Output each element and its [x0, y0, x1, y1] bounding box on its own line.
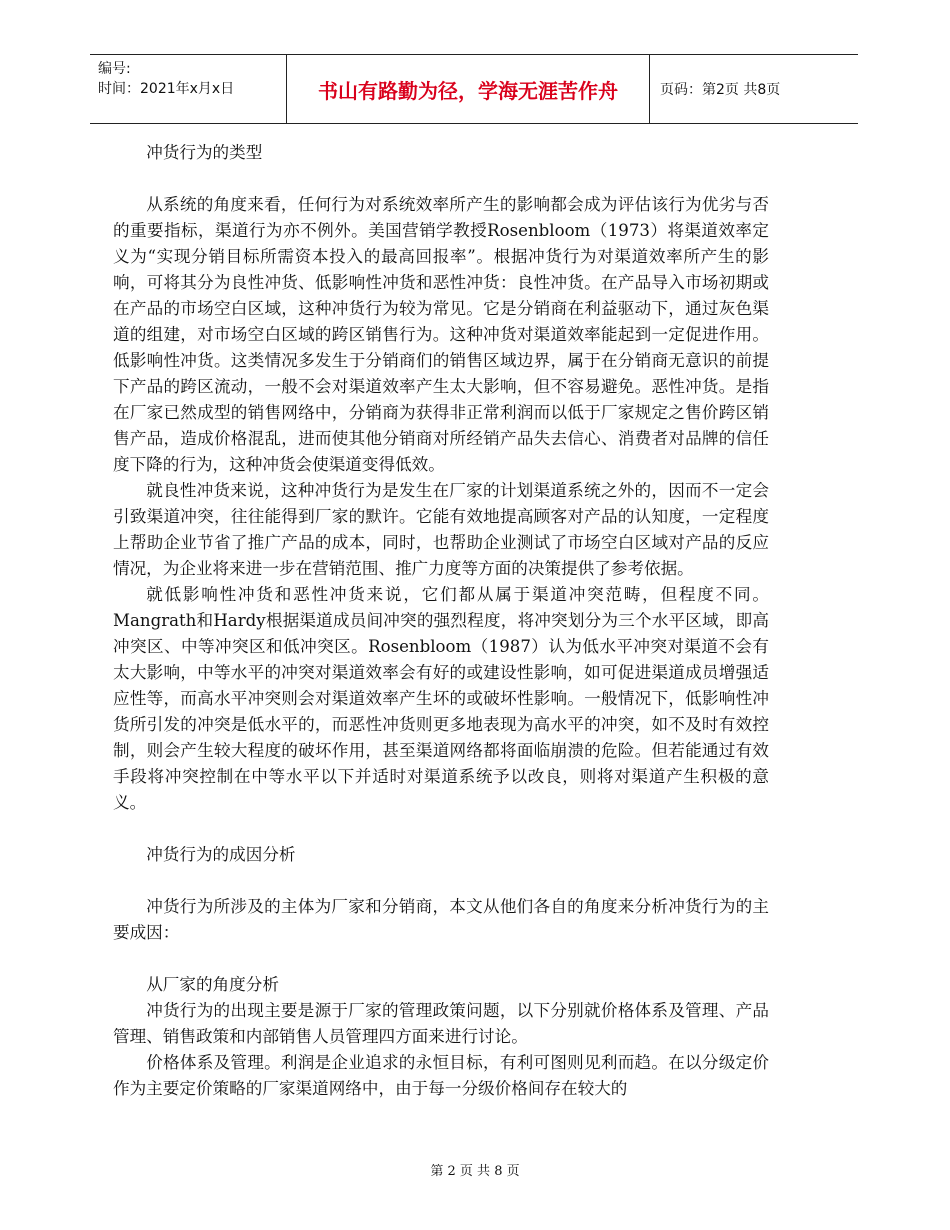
spacer — [113, 946, 769, 972]
motto-cell — [286, 55, 650, 123]
paragraph-causes-intro: 冲货行为所涉及的主体为厂家和分销商，本文从他们各自的角度来分析冲货行为的主要成因： — [113, 897, 769, 942]
motto-text: 书山有路勤为径，学海无涯苦作舟 — [318, 78, 618, 103]
paragraph-benign-crossing: 就良性冲货来说，这种冲货行为是发生在厂家的计划渠道系统之外的，因而不一定会引致渠道冲突，往往能得到厂家的默许。它能有效地提高顾客对产品的认知度，一定程度上帮助企业节省了推广产品的成本，同时，也帮助企业测试了市场空白区域对产品的反应情况，为企业将来进一步在营销范围、推广力度等方面的决策提供了参考依据。 — [113, 481, 769, 578]
section-heading-types: 冲货行为的类型 — [146, 143, 263, 162]
page-footer — [0, 1160, 950, 1179]
document-body — [113, 140, 769, 1102]
spacer — [113, 166, 769, 192]
paragraph-types-intro: 从系统的角度来看，任何行为对系统效率所产生的影响都会成为评估该行为优劣与否的重要指标，渠道行为亦不例外。美国营销学教授Rosenbloom（1973）将渠道效率定义为“实现分销目标所需资本投入的最高回报率”。根据冲货行为对渠道效率所产生的影响，可将其分为良性冲货、低影响性冲货和恶性冲货：良性冲货。在产品导入市场初期或在产品的市场空白区域，这种冲货行为较为常见。它是分销商在利益驱动下，通过灰色渠道的组建，对市场空白区域的跨区销售行为。这种冲货对渠道效率能起到一定促进作用。低影响性冲货。这类情况多发生于分销商们的销售区域边界，属于在分销商无意识的前提下产品的跨区流动，一般不会对渠道效率产生太大影响，但不容易避免。恶性冲货。是指在厂家已然成型的销售网络中，分销商为获得非正常利润而以低于厂家规定之售价跨区销售产品，造成价格混乱，进而使其他分销商对所经销产品失去信心、消费者对品牌的信任度下降的行为，这种冲货会使渠道变得低效。 — [113, 195, 769, 474]
header-left-cell — [90, 55, 286, 123]
footer-page-number: 第 2 页 共 8 页 — [430, 1164, 520, 1179]
paragraph-manufacturer-policy: 冲货行为的出现主要是源于厂家的管理政策问题，以下分别就价格体系及管理、产品管理、销售政策和内部销售人员管理四方面来进行讨论。 — [113, 1001, 769, 1046]
header-table — [90, 54, 858, 124]
paragraph-pricing: 价格体系及管理。利润是企业追求的永恒目标，有利可图则见利而趋。在以分级定价作为主要定价策略的厂家渠道网络中，由于每一分级价格间存在较大的 — [113, 1053, 769, 1098]
page-info-cell — [650, 55, 858, 123]
section-heading-manufacturer: 从厂家的角度分析 — [146, 975, 279, 994]
time-label: 时间：2021年x月x日 — [98, 81, 235, 97]
section-heading-causes: 冲货行为的成因分析 — [146, 845, 296, 864]
serial-number-label: 编号: — [98, 61, 131, 77]
page-info-text: 页码：第2页 共8页 — [660, 82, 781, 98]
paragraph-conflict-levels: 就低影响性冲货和恶性冲货来说，它们都从属于渠道冲突范畴，但程度不同。Mangrath和Hardy根据渠道成员间冲突的强烈程度，将冲突划分为三个水平区域，即高冲突区、中等冲突区和低冲突区。Rosenbloom（1987）认为低水平冲突对渠道不会有太大影响，中等水平的冲突对渠道效率会有好的或建设性影响，如可促进渠道成员增强适应性等，而高水平冲突则会对渠道效率产生坏的或破坏性影响。一般情况下，低影响性冲货所引发的冲突是低水平的，而恶性冲货则更多地表现为高水平的冲突，如不及时有效控制，则会产生较大程度的破坏作用，甚至渠道网络都将面临崩溃的危险。但若能通过有效手段将冲突控制在中等水平以下并适时对渠道系统予以改良，则将对渠道产生积极的意义。 — [113, 585, 769, 812]
spacer — [113, 868, 769, 894]
spacer — [113, 816, 769, 842]
